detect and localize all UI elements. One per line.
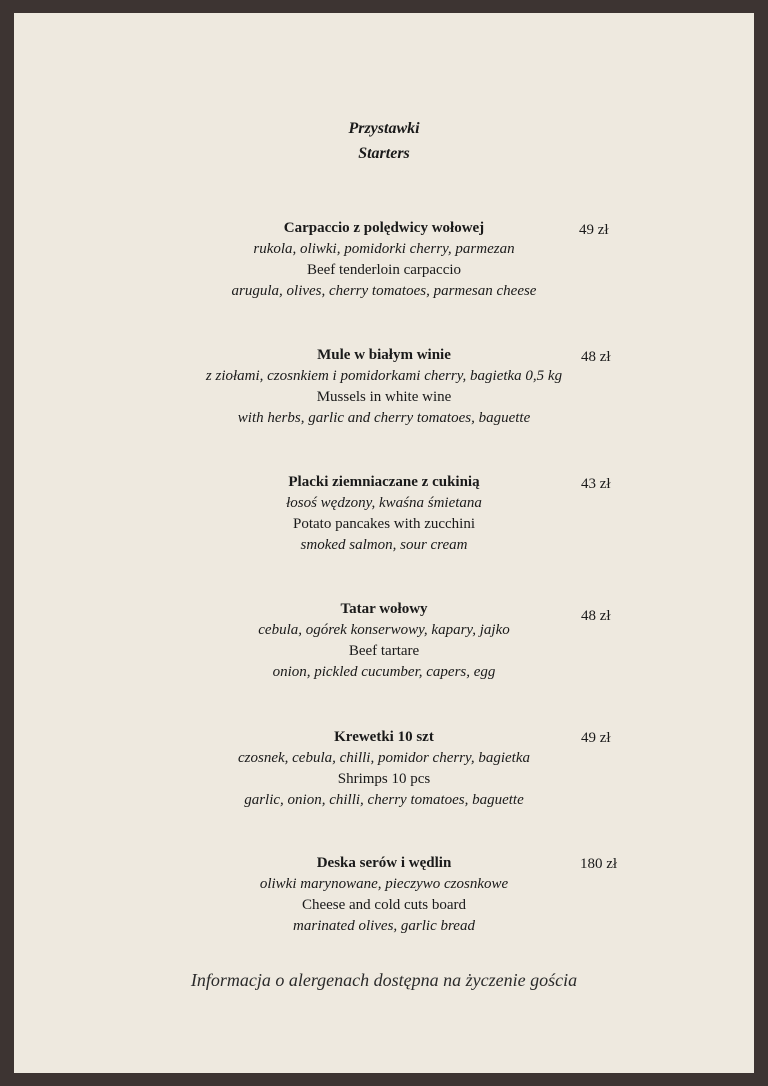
menu-item [0, 599, 768, 683]
dish-description-pl: cebula, ogórek konserwowy, kapary, jajko [258, 622, 510, 638]
dish-name-en: Potato pancakes with zucchini [292, 516, 476, 532]
menu-item [0, 853, 768, 937]
section-title-pl: Przystawki [348, 120, 420, 137]
dish-price: 180 zł [580, 856, 618, 872]
dish-description-en: with herbs, garlic and cherry tomatoes, baguette [237, 410, 531, 426]
dish-price: 48 zł [581, 608, 611, 624]
menu-item [0, 345, 768, 429]
section-title-en: Starters [358, 145, 410, 162]
dish-price: 48 zł [581, 349, 611, 365]
dish-description-pl: rukola, oliwki, pomidorki cherry, parmezan [253, 241, 515, 257]
dish-description-en: arugula, olives, cherry tomatoes, parmesan cheese [231, 283, 537, 299]
menu-item [0, 727, 768, 811]
dish-name-en: Shrimps 10 pcs [337, 771, 431, 787]
dish-price: 43 zł [581, 476, 611, 492]
dish-name-en: Beef tartare [348, 643, 420, 659]
dish-name-pl: Placki ziemniaczane z cukinią [288, 474, 480, 490]
dish-price: 49 zł [579, 222, 609, 238]
menu-item [0, 218, 768, 302]
menu-item [0, 472, 768, 556]
dish-name-en: Cheese and cold cuts board [301, 897, 467, 913]
dish-name-pl: Krewetki 10 szt [334, 729, 434, 745]
dish-description-pl: czosnek, cebula, chilli, pomidor cherry, bagietka [237, 750, 531, 766]
dish-description-pl: łosoś wędzony, kwaśna śmietana [286, 495, 482, 511]
dish-description-pl: z ziołami, czosnkiem i pomidorkami cherry, bagietka 0,5 kg [205, 368, 563, 384]
dish-description-en: marinated olives, garlic bread [293, 918, 475, 934]
dish-description-en: onion, pickled cucumber, capers, egg [272, 664, 496, 680]
dish-name-pl: Deska serów i wędlin [316, 855, 452, 871]
dish-name-en: Mussels in white wine [316, 389, 452, 405]
dish-name-pl: Carpaccio z polędwicy wołowej [283, 220, 485, 236]
dish-price: 49 zł [581, 730, 611, 746]
dish-name-en: Beef tenderloin carpaccio [306, 262, 462, 278]
dish-name-pl: Tatar wołowy [340, 601, 428, 617]
dish-name-pl: Mule w białym winie [317, 347, 451, 363]
allergen-note: Informacja o alergenach dostępna na życzenie gościa [190, 970, 578, 990]
dish-description-pl: oliwki marynowane, pieczywo czosnkowe [259, 876, 509, 892]
section-title [0, 116, 768, 166]
dish-description-en: smoked salmon, sour cream [300, 537, 468, 553]
dish-description-en: garlic, onion, chilli, cherry tomatoes, baguette [244, 792, 524, 808]
